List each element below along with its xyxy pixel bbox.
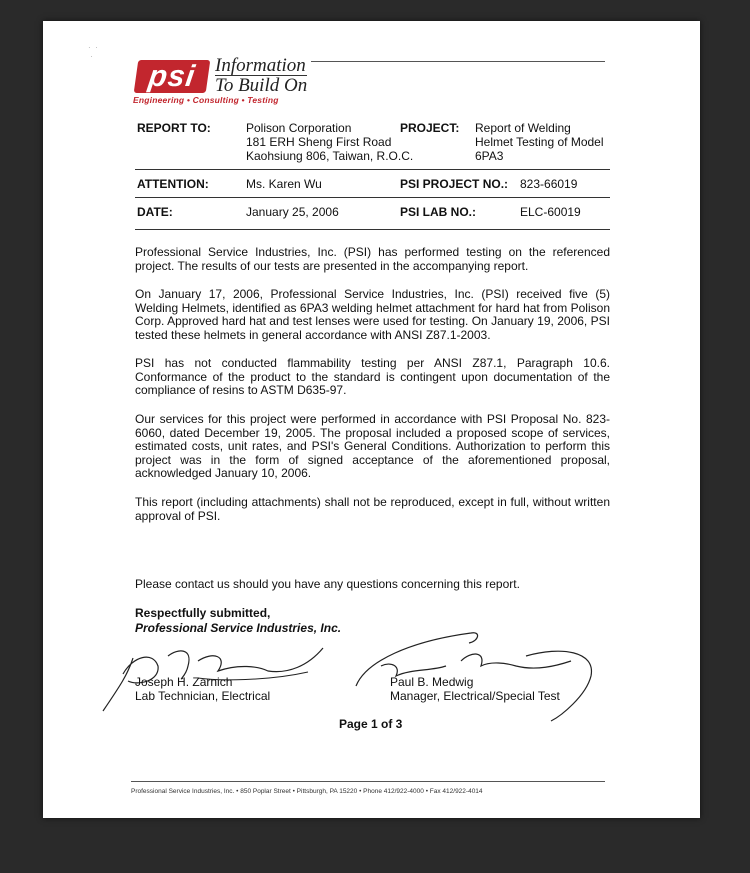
psi-lab-no-value: ELC-60019 — [520, 205, 581, 219]
signer-1-name: Joseph H. Zarnich — [135, 675, 233, 689]
footer-address: Professional Service Industries, Inc. • 850 Poplar Street • Pittsburgh, PA 15220 • Phone 412/922-4000 • Fax 412/922-4014 — [131, 788, 483, 795]
date-label: DATE: — [137, 205, 173, 219]
meta-rule-2 — [135, 197, 610, 198]
page-number: Page 1 of 3 — [339, 717, 403, 731]
psi-project-no-value: 823-66019 — [520, 177, 578, 191]
signer-1-title: Lab Technician, Electrical — [135, 689, 271, 703]
attention-label: ATTENTION: — [137, 177, 209, 191]
body-paragraph-5: This report (including attachments) shall not be reproduced, except in full, without written approval of PSI. — [135, 495, 610, 523]
body-paragraph-2: On January 17, 2006, Professional Service Industries, Inc. (PSI) received five (5) Welding Helmets, identified as 6PA3 welding helmet attachment for hard hat from Polison Corp. Approved hard hat and test lenses were used for testing. On January 19, 2006, PSI tested these helmets in general accordance with ANSI Z87.1-2003. — [135, 287, 610, 342]
body-paragraph-1: Professional Service Industries, Inc. (PSI) has performed testing on the referenced project. The results of our tests are presented in the accompanying report. — [135, 245, 610, 273]
report-to-label: REPORT TO: — [137, 121, 211, 135]
body-paragraph-4: Our services for this project were performed in accordance with PSI Proposal No. 823-6060, dated December 19, 2005. The proposal included a proposed scope of services, estimated costs, unit rates, and PSI's General Conditions. Authorization to perform this project was in the form of signed acceptance of the aforementioned proposal, acknowledged January 10, 2006. — [135, 412, 610, 481]
signer-2-title: Manager, Electrical/Special Test — [390, 689, 560, 703]
header-rule — [311, 61, 605, 62]
company-name: Professional Service Industries, Inc. — [135, 621, 342, 635]
psi-logo: psi — [134, 60, 211, 93]
footer-rule — [131, 781, 605, 782]
logo-tagline-line1: Information — [215, 55, 306, 76]
logo-subline: Engineering • Consulting • Testing — [133, 95, 279, 105]
contact-line: Please contact us should you have any questions concerning this report. — [135, 577, 520, 591]
logo-tagline — [215, 56, 307, 95]
meta-rule-3 — [135, 229, 610, 230]
meta-rule-1 — [135, 169, 610, 170]
project-label: PROJECT: — [400, 121, 460, 135]
body-paragraph-3: PSI has not conducted flammability testing per ANSI Z87.1, Paragraph 10.6. Conformance of the product to the standard is contingent upon documentation of the compliance of resins to ASTM D635-97. — [135, 356, 610, 398]
signature-2-icon — [351, 621, 611, 726]
attention-value: Ms. Karen Wu — [246, 177, 322, 191]
psi-project-no-label: PSI PROJECT NO.: — [400, 177, 509, 191]
project-value: Report of Welding Helmet Testing of Model 6PA3 — [475, 121, 604, 163]
respectfully-submitted: Respectfully submitted, — [135, 606, 271, 620]
logo-tagline-line2: To Build On — [215, 75, 308, 96]
document-page — [43, 21, 700, 818]
scan-artifact: · · · — [88, 43, 98, 61]
psi-lab-no-label: PSI LAB NO.: — [400, 205, 477, 219]
report-to-value: Polison Corporation 181 ERH Sheng First Road Kaohsiung 806, Taiwan, R.O.C. — [246, 121, 414, 163]
date-value: January 25, 2006 — [246, 205, 339, 219]
signer-2-name: Paul B. Medwig — [390, 675, 474, 689]
